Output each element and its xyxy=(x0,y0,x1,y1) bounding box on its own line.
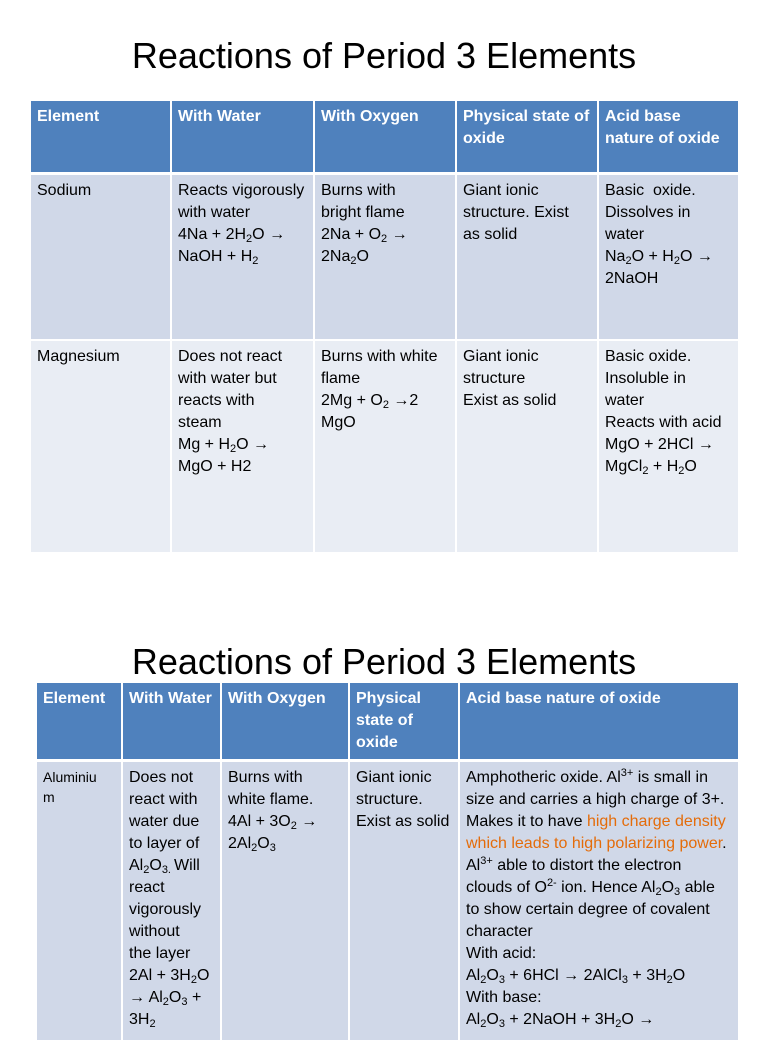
header-with-water: With Water xyxy=(171,101,314,173)
header-physical-state: Physical state of oxide xyxy=(456,101,598,173)
cell-water-magnesium: Does not react with water but reacts with steam $Mg + H_2O$ → MgO + H2 xyxy=(171,340,314,553)
period3-table-1 xyxy=(31,101,738,554)
header-with-water: With Water xyxy=(122,683,221,761)
cell-oxygen-sodium: Burns with bright flame $2Na + O_2$ → $2Na_2O$ xyxy=(314,173,456,340)
cell-water-sodium: Reacts vigorously with water $4Na + 2H_2O$ → NaOH + $H_2$ xyxy=(171,173,314,340)
cell-element-aluminium: Aluminiu m xyxy=(37,761,122,1041)
header-with-oxygen: With Oxygen xyxy=(314,101,456,173)
period3-table-2 xyxy=(37,683,738,1042)
cell-nature-sodium: Basic oxide. Dissolves in water $Na_2O + H_2O$ → 2NaOH xyxy=(598,173,738,340)
cell-oxygen-aluminium: Burns with white flame. $4Al + 3O_2$ → $2Al_2O_3$ xyxy=(221,761,349,1041)
cell-state-sodium: Giant ionic structure. Exist as solid xyxy=(456,173,598,340)
table-row-magnesium xyxy=(31,340,738,553)
header-element: Element xyxy=(31,101,171,173)
cell-nature-aluminium: Amphotheric oxide. $Al^{3+}$ is small in size and carries a high charge of 3+. Makes it to have high charge density which leads to high polarizing power. $Al^{3+}$ able to distort the electron clouds of $O^{2-}$ ion. Hence $Al_2O_3$ able to show certain degree of covalent character With acid: $Al_2O_3 + 6HCl$ → 2AlCl$_3$ + $3H_2O$ With base: $Al_2O_3$ + 2NaOH + $3H_2O$ → xyxy=(459,761,738,1041)
header-acid-base: Acid base nature of oxide xyxy=(459,683,738,761)
table-row-aluminium xyxy=(37,761,738,1041)
header-acid-base: Acid base nature of oxide xyxy=(598,101,738,173)
highlight-text: high charge density which leads to high polarizing power xyxy=(466,813,726,852)
header-element: Element xyxy=(37,683,122,761)
cell-oxygen-magnesium: Burns with white flame $2Mg + O_2 \to 2$ MgO xyxy=(314,340,456,553)
header-physical-state: Physical state of oxide xyxy=(349,683,459,761)
cell-element-magnesium: Magnesium xyxy=(31,340,171,553)
cell-state-magnesium: Giant ionic structure Exist as solid xyxy=(456,340,598,553)
table-row-sodium xyxy=(31,173,738,340)
slide1-title: Reactions of Period 3 Elements xyxy=(131,35,637,76)
cell-element-sodium: Sodium xyxy=(31,173,171,340)
header-with-oxygen: With Oxygen xyxy=(221,683,349,761)
cell-water-aluminium: Does not react with water due to layer of $Al_2O_{3.}$ Will react vigorously without the layer $2Al + 3H_2O$ → $Al_2O_3$ + $3H_2$ xyxy=(122,761,221,1041)
cell-nature-magnesium: Basic oxide. Insoluble in water Reacts with acid MgO + 2HCl → MgCl$_2$ + $H_2O$ xyxy=(598,340,738,553)
cell-state-aluminium: Giant ionic structure. Exist as solid xyxy=(349,761,459,1041)
slide2-title: Reactions of Period 3 Elements xyxy=(131,641,637,682)
